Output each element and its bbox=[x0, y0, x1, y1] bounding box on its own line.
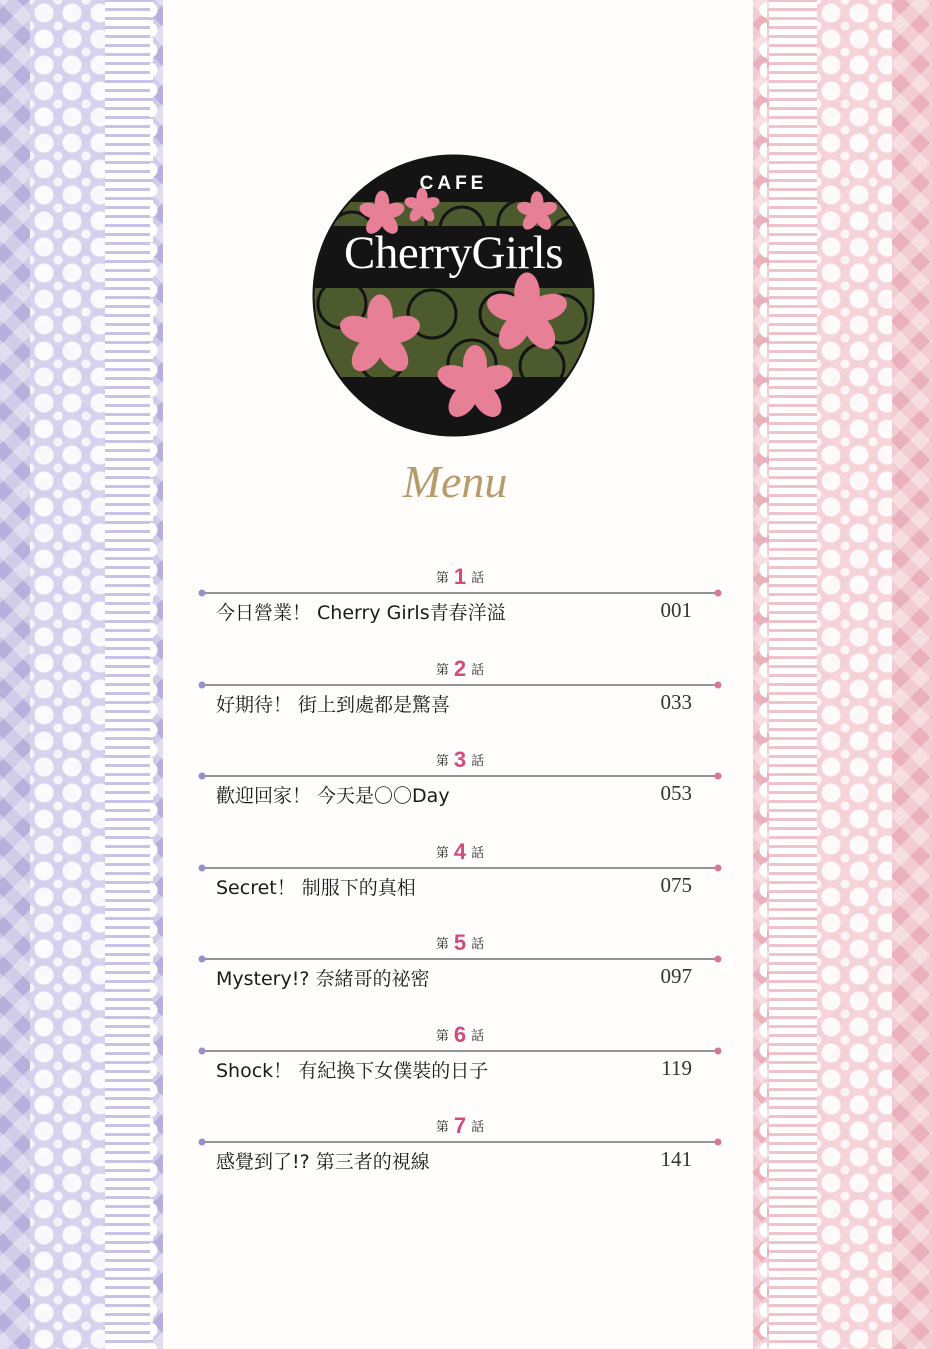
episode-suffix: 話 bbox=[471, 1028, 485, 1044]
episode-label bbox=[198, 562, 722, 588]
episode-label bbox=[198, 654, 722, 680]
episode-label bbox=[198, 745, 722, 771]
toc-entry-1 bbox=[198, 562, 722, 654]
episode-number: 2 bbox=[453, 655, 467, 681]
left-lace-strip bbox=[105, 0, 153, 1349]
episode-title: Shock！ 有紀換下女僕裝的日子 bbox=[216, 1059, 489, 1082]
divider-line bbox=[198, 1138, 722, 1146]
episode-label bbox=[198, 837, 722, 863]
episode-suffix: 話 bbox=[471, 571, 485, 586]
episode-page: 075 bbox=[660, 872, 692, 897]
episode-title: Mystery!? 奈緒哥的祕密 bbox=[216, 968, 430, 990]
episode-page: 119 bbox=[661, 1055, 692, 1080]
episode-suffix: 話 bbox=[471, 754, 485, 769]
episode-page: 141 bbox=[660, 1147, 692, 1171]
divider-line bbox=[198, 681, 722, 689]
episode-title: 歡迎回家！ 今天是〇〇Day bbox=[216, 785, 450, 807]
divider-line bbox=[198, 589, 722, 597]
table-of-contents bbox=[198, 562, 722, 1203]
episode-title: Secret！ 制服下的真相 bbox=[216, 876, 416, 899]
divider-line bbox=[198, 772, 722, 780]
left-lace-border bbox=[30, 0, 105, 1349]
episode-number: 3 bbox=[453, 747, 467, 772]
episode-number: 1 bbox=[453, 564, 467, 589]
toc-entry-7 bbox=[198, 1111, 722, 1203]
logo-brand-name: CherryGirls bbox=[343, 227, 563, 279]
toc-entry-4 bbox=[198, 837, 722, 929]
episode-prefix: 第 bbox=[435, 937, 449, 952]
divider-line bbox=[198, 1047, 722, 1055]
menu-heading: Menu bbox=[402, 456, 508, 507]
episode-label bbox=[198, 1020, 722, 1046]
right-lace-edge bbox=[751, 0, 767, 1349]
divider-line bbox=[198, 955, 722, 963]
episode-label bbox=[198, 1111, 722, 1137]
episode-number: 4 bbox=[453, 838, 467, 864]
toc-entry-6 bbox=[198, 1020, 722, 1112]
episode-label bbox=[198, 928, 722, 954]
episode-page: 001 bbox=[660, 598, 692, 622]
logo-cafe-label: CAFE bbox=[419, 173, 488, 194]
episode-prefix: 第 bbox=[435, 754, 449, 769]
episode-prefix: 第 bbox=[435, 1120, 449, 1135]
episode-suffix: 話 bbox=[471, 1120, 485, 1135]
right-lace-border bbox=[817, 0, 892, 1349]
episode-prefix: 第 bbox=[435, 845, 449, 861]
episode-suffix: 話 bbox=[471, 845, 485, 861]
cafe-logo bbox=[312, 154, 595, 437]
episode-title: 今日營業！ Cherry Girls青春洋溢 bbox=[216, 602, 506, 624]
episode-number: 7 bbox=[453, 1113, 467, 1138]
episode-prefix: 第 bbox=[435, 662, 449, 678]
episode-title: 感覺到了!? 第三者的視線 bbox=[216, 1151, 430, 1173]
episode-prefix: 第 bbox=[435, 1028, 449, 1044]
toc-entry-5 bbox=[198, 928, 722, 1020]
episode-suffix: 話 bbox=[471, 937, 485, 952]
episode-prefix: 第 bbox=[435, 571, 449, 586]
episode-title: 好期待！ 街上到處都是驚喜 bbox=[216, 693, 451, 716]
right-lace-strip bbox=[769, 0, 817, 1349]
episode-page: 053 bbox=[660, 781, 692, 805]
episode-number: 5 bbox=[453, 930, 467, 955]
episode-page: 033 bbox=[660, 689, 692, 714]
toc-entry-3 bbox=[198, 745, 722, 837]
episode-number: 6 bbox=[453, 1021, 467, 1047]
toc-entry-2 bbox=[198, 654, 722, 746]
episode-page: 097 bbox=[660, 964, 692, 988]
divider-line bbox=[198, 864, 722, 872]
episode-suffix: 話 bbox=[471, 662, 485, 678]
